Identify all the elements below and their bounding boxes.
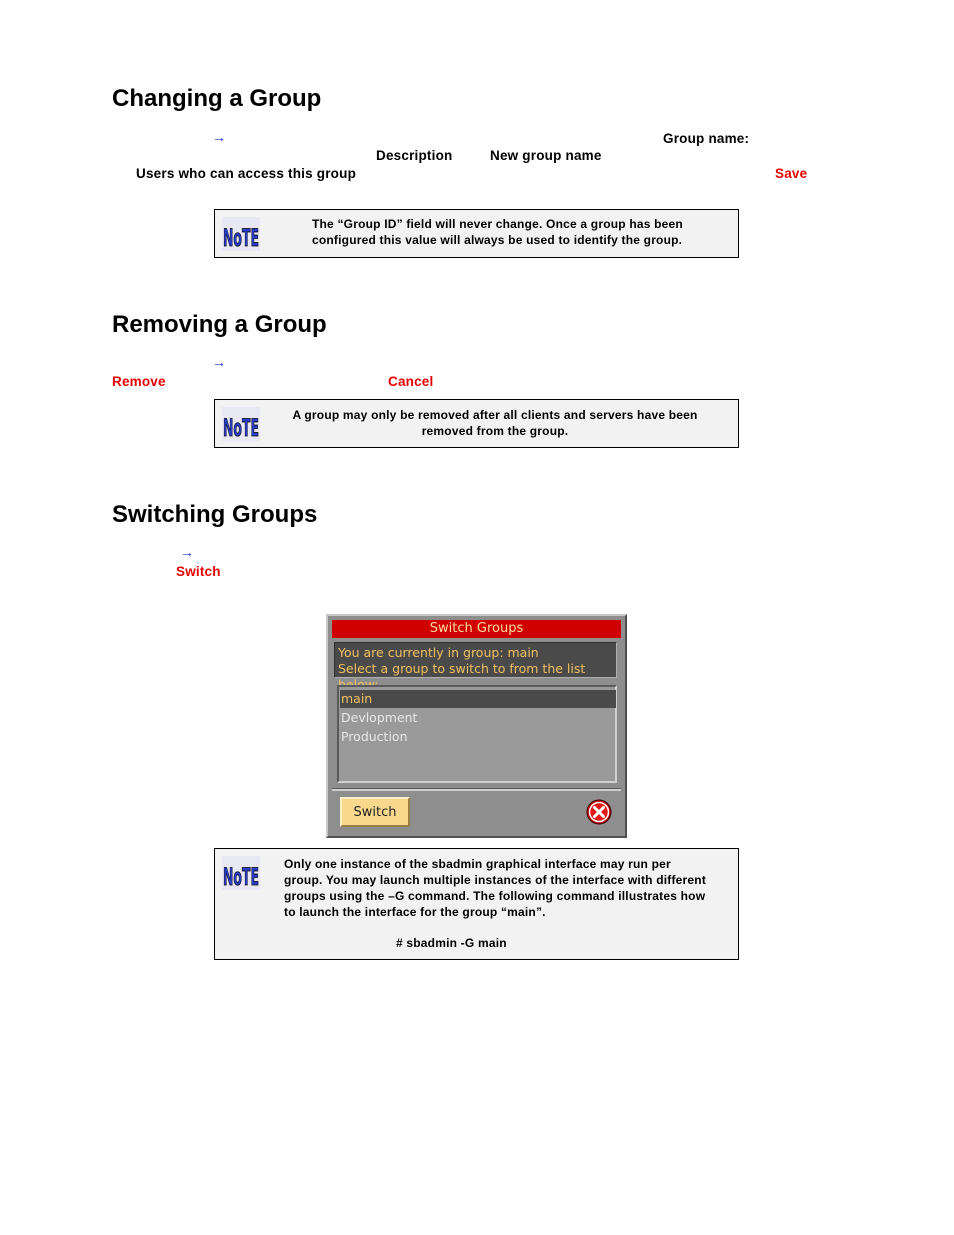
note-box-instances <box>214 848 739 960</box>
switch-button[interactable]: Switch <box>340 797 410 827</box>
list-item-production[interactable]: Production <box>341 729 408 744</box>
switch-label: Switch <box>176 564 221 579</box>
heading-removing-group: Removing a Group <box>112 311 327 338</box>
arrow-icon: → <box>212 354 226 370</box>
arrow-icon: → <box>212 129 226 145</box>
list-item-devlopment[interactable]: Devlopment <box>341 710 418 725</box>
note-icon <box>222 856 260 890</box>
note-text: The “Group ID” field will never change. Once a group has been configured this value will always be used to identify the group. <box>312 217 683 247</box>
note-text: Only one instance of the sbadmin graphical interface may run per group. You may launch multiple instances of the interface with different groups using the –G command. The following command illustrates how to launch the interface for the group “main”. <box>284 857 707 919</box>
note-icon <box>222 407 260 441</box>
heading-switching-groups: Switching Groups <box>112 501 318 528</box>
remove-label: Remove <box>112 374 166 389</box>
dialog-divider <box>332 788 621 791</box>
svg-text:NoTE: NoTE <box>223 863 259 891</box>
note-text: A group may only be removed after all clients and servers have been removed from the group. <box>292 408 698 438</box>
note-box-group-id <box>214 209 739 258</box>
list-item-main[interactable]: main <box>340 690 616 708</box>
group-name-label: Group name: <box>663 131 750 146</box>
group-list[interactable] <box>337 685 617 783</box>
description-label: Description <box>376 148 453 163</box>
switch-groups-dialog <box>326 614 627 838</box>
dialog-title: Switch Groups <box>332 620 621 638</box>
users-access-label: Users who can access this group <box>136 166 357 181</box>
save-label: Save <box>775 166 808 181</box>
dialog-message: You are currently in group: main Select a group to switch to from the list <box>334 642 617 678</box>
new-group-name-label: New group name <box>490 148 602 163</box>
heading-changing-group: Changing a Group <box>112 85 322 112</box>
close-icon[interactable] <box>586 799 612 825</box>
command-example: # sbadmin -G main <box>396 936 507 950</box>
note-icon <box>222 217 260 251</box>
note-box-remove <box>214 399 739 448</box>
svg-text:NoTE: NoTE <box>223 224 259 252</box>
arrow-icon: → <box>180 544 194 560</box>
svg-text:NoTE: NoTE <box>223 414 259 442</box>
cancel-label: Cancel <box>388 374 434 389</box>
